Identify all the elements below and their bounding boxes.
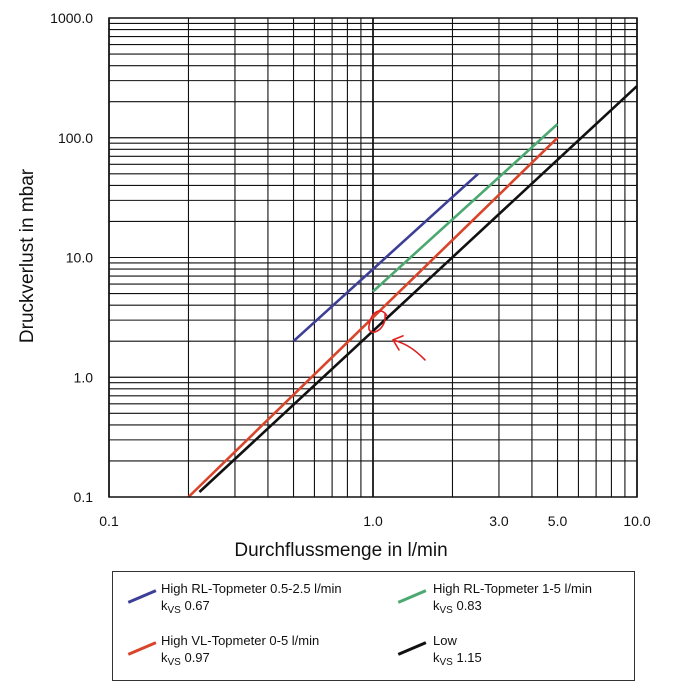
x-tick-labels (99, 513, 651, 529)
legend-label: High RL-Topmeter 0.5-2.5 l/min (161, 581, 342, 596)
legend-kvs: $k_{VS}$ 0.97 (161, 650, 210, 668)
legend-swatch (398, 589, 427, 603)
legend-label: High VL-Topmeter 0-5 l/min (161, 633, 320, 648)
legend-swatch (128, 641, 157, 655)
y-tick-labels (50, 10, 93, 505)
legend-kvs: $k_{VS}$ 0.67 (161, 598, 210, 616)
x-tick-label: 1.0 (363, 513, 383, 529)
legend-kvs: $k_{VS}$ 0.83 (433, 598, 482, 616)
x-tick-label: 3.0 (489, 513, 509, 529)
legend-kvs: $k_{VS}$ 1.15 (433, 650, 482, 668)
annotation-layer (369, 311, 425, 360)
annotation-arrow (393, 336, 425, 360)
legend-swatch (128, 589, 157, 603)
x-tick-label: 10.0 (623, 513, 651, 529)
legend-label: High RL-Topmeter 1-5 l/min (433, 581, 592, 596)
grid-lines (109, 18, 637, 497)
y-axis-title: Druckverlust in mbar (17, 168, 38, 344)
legend-label: Low (433, 633, 457, 648)
legend (112, 571, 635, 681)
x-axis-title: Durchflussmenge in l/min (234, 540, 448, 561)
series-layer (189, 86, 638, 497)
x-tick-label: 5.0 (547, 513, 568, 529)
y-tick-label: 1.0 (73, 369, 93, 386)
legend-swatch (398, 641, 427, 655)
x-tick-label: 0.1 (99, 513, 119, 529)
y-tick-label: 0.1 (73, 489, 93, 505)
series-line-3 (199, 86, 637, 492)
y-tick-label: 10.0 (65, 249, 93, 266)
y-tick-label: 100.0 (57, 129, 93, 146)
y-tick-label: 1000.0 (50, 10, 93, 26)
